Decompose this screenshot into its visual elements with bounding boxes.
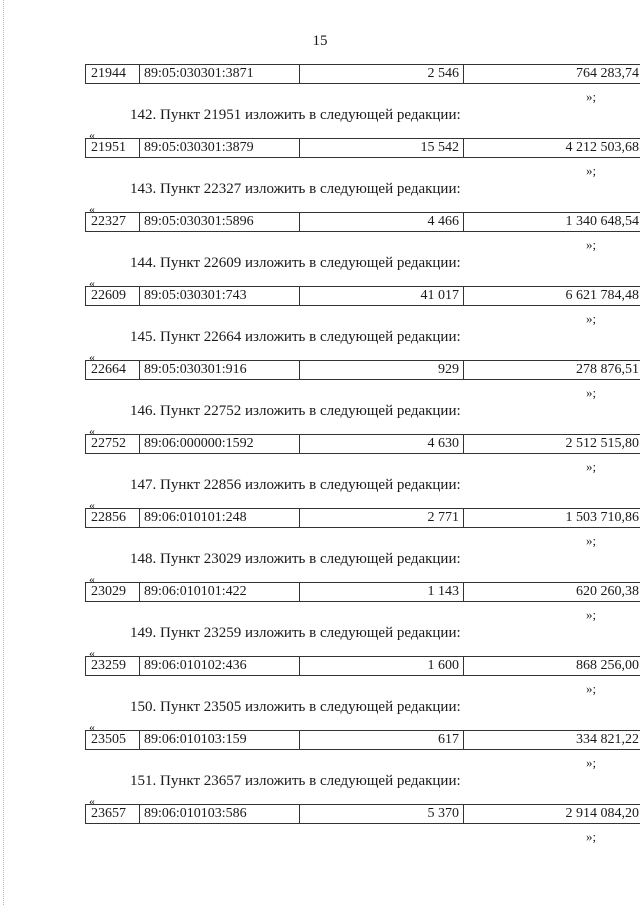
cell-id: 21951 bbox=[86, 139, 140, 158]
amendment-paragraph: 149. Пункт 23259 изложить в следующей редакции: bbox=[130, 625, 461, 641]
cell-area: 4 466 bbox=[300, 213, 464, 232]
close-quote: »; bbox=[586, 89, 597, 104]
cell-cadastral: 89:06:010103:159 bbox=[140, 731, 300, 750]
cell-id: 21944 bbox=[86, 65, 140, 84]
close-quote: »; bbox=[586, 829, 597, 844]
cell-value: 278 876,51 bbox=[464, 361, 640, 380]
cell-value: 2 512 515,80 bbox=[464, 435, 640, 454]
table-row bbox=[85, 656, 640, 676]
close-quote: »; bbox=[586, 533, 597, 548]
open-quote: « bbox=[89, 794, 95, 808]
cell-value: 4 212 503,68 bbox=[464, 139, 640, 158]
close-quote: »; bbox=[586, 385, 597, 400]
cell-cadastral: 89:05:030301:3879 bbox=[140, 139, 300, 158]
cell-area: 5 370 bbox=[300, 805, 464, 824]
cell-cadastral: 89:06:010101:422 bbox=[140, 583, 300, 602]
cell-area: 1 143 bbox=[300, 583, 464, 602]
cell-id: 22327 bbox=[86, 213, 140, 232]
close-quote: »; bbox=[586, 755, 597, 770]
open-quote: « bbox=[89, 424, 95, 438]
cell-value: 1 340 648,54 bbox=[464, 213, 640, 232]
amendment-paragraph: 145. Пункт 22664 изложить в следующей редакции: bbox=[130, 329, 461, 345]
close-quote: »; bbox=[586, 607, 597, 622]
cell-id: 22609 bbox=[86, 287, 140, 306]
page-number: 15 bbox=[312, 33, 328, 49]
open-quote: « bbox=[89, 276, 95, 290]
amendment-paragraph: 144. Пункт 22609 изложить в следующей редакции: bbox=[130, 255, 461, 271]
cell-area: 15 542 bbox=[300, 139, 464, 158]
table-row bbox=[85, 804, 640, 824]
cell-id: 23029 bbox=[86, 583, 140, 602]
cell-area: 929 bbox=[300, 361, 464, 380]
close-quote: »; bbox=[586, 163, 597, 178]
table-row bbox=[85, 212, 640, 232]
cell-cadastral: 89:05:030301:3871 bbox=[140, 65, 300, 84]
amendment-paragraph: 142. Пункт 21951 изложить в следующей редакции: bbox=[130, 107, 461, 123]
close-quote: »; bbox=[586, 459, 597, 474]
cell-cadastral: 89:05:030301:916 bbox=[140, 361, 300, 380]
cell-value: 1 503 710,86 bbox=[464, 509, 640, 528]
amendment-paragraph: 147. Пункт 22856 изложить в следующей редакции: bbox=[130, 477, 461, 493]
cell-area: 2 546 bbox=[300, 65, 464, 84]
table-row bbox=[85, 360, 640, 380]
cell-id: 23657 bbox=[86, 805, 140, 824]
open-quote: « bbox=[89, 646, 95, 660]
open-quote: « bbox=[89, 202, 95, 216]
amendment-paragraph: 146. Пункт 22752 изложить в следующей редакции: bbox=[130, 403, 461, 419]
close-quote: »; bbox=[586, 311, 597, 326]
close-quote: »; bbox=[586, 681, 597, 696]
table-row bbox=[85, 582, 640, 602]
cell-cadastral: 89:05:030301:5896 bbox=[140, 213, 300, 232]
cell-value: 764 283,74 bbox=[464, 65, 640, 84]
cell-cadastral: 89:06:000000:1592 bbox=[140, 435, 300, 454]
open-quote: « bbox=[89, 720, 95, 734]
cell-cadastral: 89:06:010102:436 bbox=[140, 657, 300, 676]
close-quote: »; bbox=[586, 237, 597, 252]
cell-id: 22664 bbox=[86, 361, 140, 380]
page-edge-line bbox=[3, 0, 5, 905]
cell-value: 6 621 784,48 bbox=[464, 287, 640, 306]
cell-area: 1 600 bbox=[300, 657, 464, 676]
cell-id: 23505 bbox=[86, 731, 140, 750]
amendment-paragraph: 148. Пункт 23029 изложить в следующей редакции: bbox=[130, 551, 461, 567]
table-row bbox=[85, 286, 640, 306]
amendment-paragraph: 143. Пункт 22327 изложить в следующей редакции: bbox=[130, 181, 461, 197]
cell-value: 868 256,00 bbox=[464, 657, 640, 676]
cell-id: 22752 bbox=[86, 435, 140, 454]
open-quote: « bbox=[89, 350, 95, 364]
cell-value: 2 914 084,20 bbox=[464, 805, 640, 824]
cell-area: 617 bbox=[300, 731, 464, 750]
open-quote: « bbox=[89, 572, 95, 586]
cell-area: 4 630 bbox=[300, 435, 464, 454]
cell-cadastral: 89:06:010101:248 bbox=[140, 509, 300, 528]
cell-value: 620 260,38 bbox=[464, 583, 640, 602]
cell-area: 2 771 bbox=[300, 509, 464, 528]
cell-id: 22856 bbox=[86, 509, 140, 528]
cell-cadastral: 89:06:010103:586 bbox=[140, 805, 300, 824]
table-row bbox=[85, 730, 640, 750]
table-row bbox=[85, 138, 640, 158]
table-row bbox=[85, 508, 640, 528]
open-quote: « bbox=[89, 128, 95, 142]
cell-value: 334 821,22 bbox=[464, 731, 640, 750]
open-quote: « bbox=[89, 498, 95, 512]
cell-cadastral: 89:05:030301:743 bbox=[140, 287, 300, 306]
amendment-paragraph: 151. Пункт 23657 изложить в следующей редакции: bbox=[130, 773, 461, 789]
table-row-first bbox=[85, 64, 640, 84]
table-row bbox=[85, 434, 640, 454]
cell-area: 41 017 bbox=[300, 287, 464, 306]
cell-id: 23259 bbox=[86, 657, 140, 676]
amendment-paragraph: 150. Пункт 23505 изложить в следующей редакции: bbox=[130, 699, 461, 715]
